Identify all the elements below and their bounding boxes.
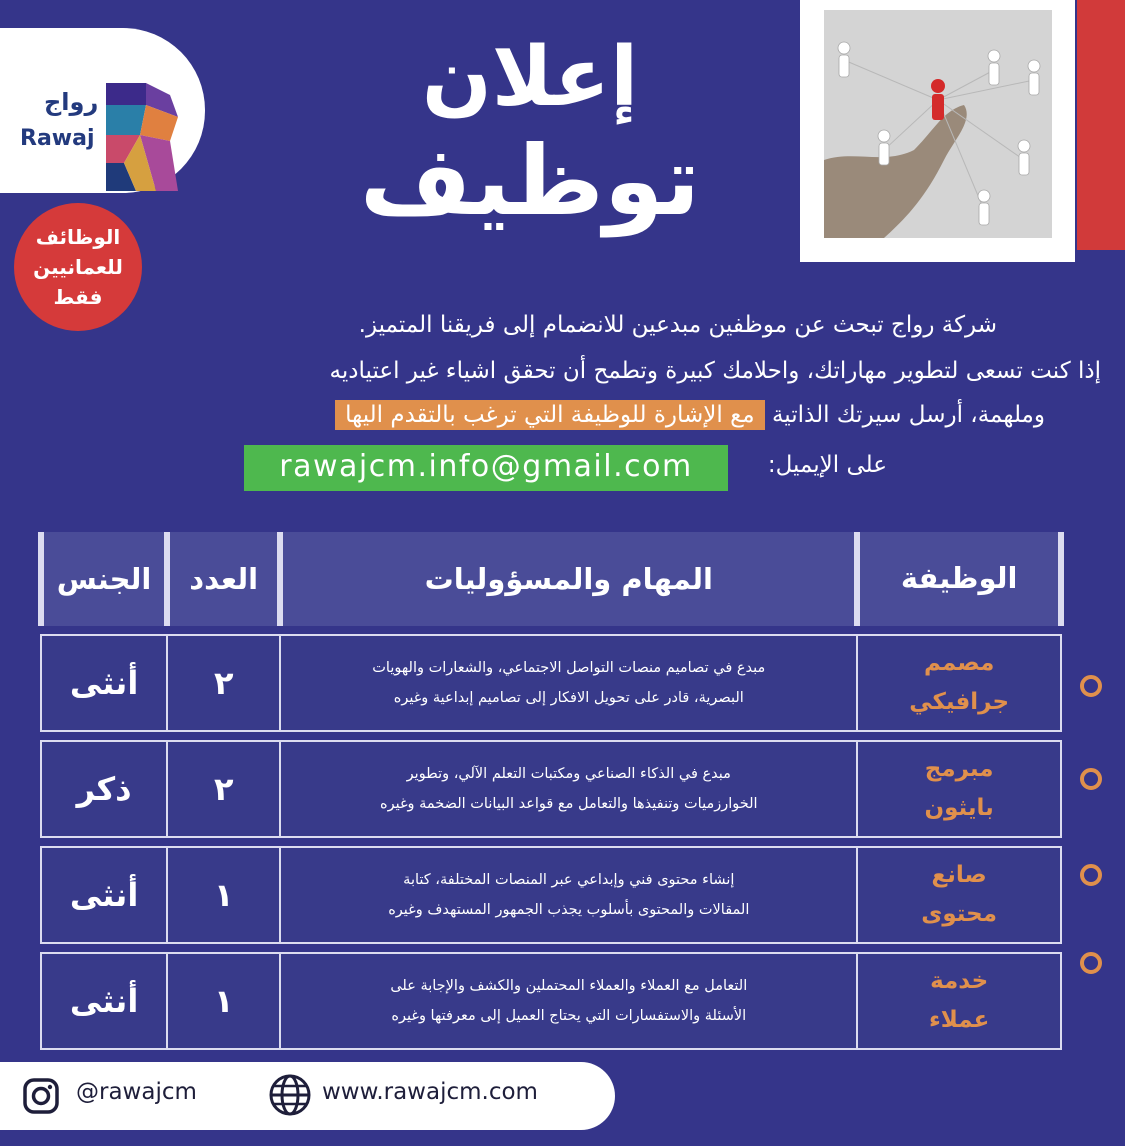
job-title: مصمم جرافيكي <box>857 635 1061 731</box>
intro-line-3 <box>0 402 1045 428</box>
footer-contact <box>0 1062 615 1130</box>
row-bullet-icon <box>1080 952 1102 974</box>
job-tasks: إنشاء محتوى فني وإبداعي عبر المنصات المختلفة، كتابة المقالات والمحتوى بأسلوب يجذب الجمهور المستهدف وغيره <box>280 847 857 943</box>
job-title: خدمة عملاء <box>857 953 1061 1049</box>
title-hiring: توظيف <box>359 125 701 237</box>
job-title: صانع محتوى <box>857 847 1061 943</box>
header-job: الوظيفة <box>857 532 1061 626</box>
job-tasks: مبدع في تصاميم منصات التواصل الاجتماعي، والشعارات والهويات البصرية، قادر على تحويل الافكار إلى تصاميم إبداعية وغيره <box>280 635 857 731</box>
table-row <box>41 847 1061 943</box>
job-gender: أنثى <box>41 635 167 731</box>
table-header-row <box>41 532 1061 626</box>
row-bullet-icon <box>1080 864 1102 886</box>
title-announcement: إعلان <box>421 30 639 125</box>
job-tasks: مبدع في الذكاء الصناعي ومكتبات التعلم الآلي، وتطوير الخوارزميات وتنفيذها والتعامل مع قواعد البيانات الضخمة وغيره <box>280 741 857 837</box>
job-tasks: التعامل مع العملاء والعملاء المحتملين والكشف والإجابة على الأسئلة والاستفسارات التي يحتاج العميل إلى معرفتها وغيره <box>280 953 857 1049</box>
job-count: ١ <box>167 953 280 1049</box>
instagram-handle[interactable]: @rawajcm <box>76 1079 197 1105</box>
job-count: ٢ <box>167 635 280 731</box>
globe-icon[interactable] <box>268 1073 312 1117</box>
email-label: على الإيميل: <box>767 452 887 478</box>
website-link[interactable]: www.rawajcm.com <box>322 1079 538 1105</box>
corner-accent <box>1077 0 1125 250</box>
intro-line-2: إذا كنت تسعى لتطوير مهاراتك، واحلامك كبيرة وتطمح أن تحقق اشياء غير اعتياديه <box>329 358 1101 384</box>
instagram-icon[interactable] <box>22 1077 60 1115</box>
rawaj-r-logo-icon <box>106 83 178 191</box>
table-row <box>41 635 1061 731</box>
row-bullet-icon <box>1080 675 1102 697</box>
email-address[interactable]: rawajcm.info@gmail.com <box>244 445 728 491</box>
job-gender: أنثى <box>41 847 167 943</box>
job-gender: أنثى <box>41 953 167 1049</box>
network-photo <box>800 0 1075 262</box>
jobs-table <box>38 532 1064 1050</box>
table-row <box>41 741 1061 837</box>
job-count: ١ <box>167 847 280 943</box>
intro-line-1: شركة رواج تبحث عن موظفين مبدعين للانضمام إلى فريقنا المتميز. <box>358 312 997 338</box>
intro-line-3-text: وملهمة، أرسل سيرتك الذاتية <box>771 402 1045 428</box>
header-tasks: المهام والمسؤوليات <box>280 532 857 626</box>
brand-logo <box>0 28 205 193</box>
header-gender: الجنس <box>41 532 167 626</box>
row-bullet-icon <box>1080 768 1102 790</box>
job-title: مبرمج بايثون <box>857 741 1061 837</box>
header-count: العدد <box>167 532 280 626</box>
job-count: ٢ <box>167 741 280 837</box>
brand-name-en: Rawaj <box>20 126 95 151</box>
job-gender: ذكر <box>41 741 167 837</box>
people-network-illustration <box>824 10 1052 238</box>
table-row <box>41 953 1061 1049</box>
omani-only-badge: الوظائف للعمانيين فقط <box>14 203 142 331</box>
brand-name-ar: رواج <box>44 88 99 116</box>
intro-highlight: مع الإشارة للوظيفة التي ترغب بالتقدم اليها <box>335 400 765 430</box>
